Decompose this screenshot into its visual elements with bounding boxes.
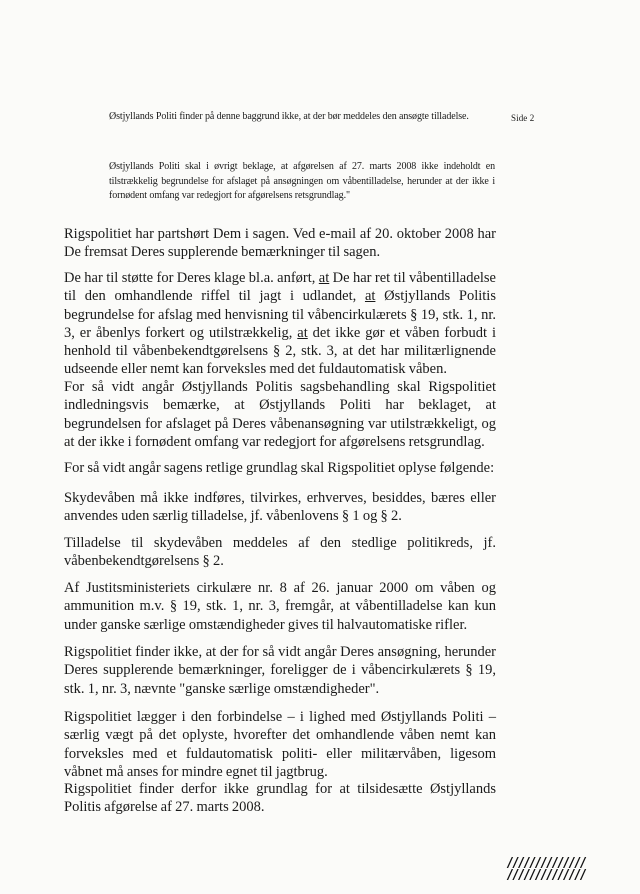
text-run: Østjyllands Politis begrundelse for afslag med henvisning til våbencirkulærets § 19, stk. 1, nr. 3, er åbenlys forkert og utilstrækkelig, bbox=[64, 288, 496, 341]
paragraph-case-handling: For så vidt angår Østjyllands Politis sagsbehandling skal Rigspolitiet indledningsvis bemærke, at Østjyllands Politi har beklaget, at begrundelsen for afslaget på Deres våbenansøgning var utilstrækkeligt, og at der ikke i fornødent omfang var redegjort for afgørelsens retsgrundlag. bbox=[64, 379, 496, 450]
paragraph-complaint-arguments bbox=[64, 269, 496, 379]
paragraph-assessment: Rigspolitiet finder ikke, at der for så vidt angår Deres ansøgning, herunder Deres supplerende bemærkninger, foreligger de i våbencirkulærets § 19, stk. 1, nr. 3, nævnte "ganske særlige omstændigheder". bbox=[64, 644, 496, 697]
paragraph-circular: Af Justitsministeriets cirkulære nr. 8 af 26. januar 2000 om våben og ammunition m.v. § 19, stk. 1, nr. 3, fremgår, at våbentilladelse kan kun under ganske særlige omstændigheder gives til halvautomatiske rifler. bbox=[64, 580, 496, 633]
text-run: det ikke gør et våben forbudt i henhold til våbenbekendtgørelsens § 2, stk. 3, at det har militærlignende udseende eller nemt kan forveksles med det fuldautomatisk våben. bbox=[64, 324, 496, 378]
text-run: De har ret til våbentilladelse til den omhandlende riffel til jagt i udlandet, bbox=[64, 270, 496, 305]
scan-marks-row: ////////////// bbox=[506, 868, 585, 883]
underlined-word: at bbox=[318, 270, 330, 286]
scan-marks-row: ////////////// bbox=[506, 856, 585, 871]
scan-marks bbox=[506, 858, 585, 882]
paragraph-permit-authority: Tilladelse til skydevåben meddeles af den stedlige politikreds, jf. våbenbekendtgørelsens § 2. bbox=[64, 535, 496, 570]
paragraph-conclusion: Rigspolitiet finder derfor ikke grundlag for at tilsidesætte Østjyllands Politis afgørelse af 27. marts 2008. bbox=[64, 781, 496, 816]
paragraph-legal-basis-intro: For så vidt angår sagens retlige grundlag skal Rigspolitiet oplyse følgende: bbox=[64, 460, 495, 476]
page-number-label: Side 2 bbox=[511, 113, 535, 123]
quoted-paragraph-2: Østjyllands Politi skal i øvrigt beklage, at afgørelsen af 27. marts 2008 ikke indeholdt en tilstrækkelig begrundelse for afslaget på ansøgningen om våbentilladelse, herunder at der ikke i fornødent omfang var redegjort for afgørelsens retsgrundlag." bbox=[109, 161, 495, 201]
paragraph-weapons-act: Skydevåben må ikke indføres, tilvirkes, erhverves, besiddes, bæres eller anvendes uden særlig tilladelse, jf. våbenlovens § 1 og § 2. bbox=[64, 490, 496, 525]
paragraph-hearing: Rigspolitiet har partshørt Dem i sagen. Ved e-mail af 20. oktober 2008 har De fremsat Deres supplerende bemærkninger til sagen. bbox=[64, 226, 496, 261]
underlined-word: at bbox=[297, 324, 308, 341]
paragraph-emphasis: Rigspolitiet lægger i den forbindelse – i lighed med Østjyllands Politi – særlig vægt på det oplyste, hvorefter det omhandlende våben nemt kan forveksles med et fuldautomatisk politi- eller militærvåben, ligesom våbnet må anses for mindre egnet til jagtbrug. bbox=[64, 709, 496, 780]
underlined-word: at bbox=[364, 288, 376, 305]
quoted-paragraph-1: Østjyllands Politi finder på denne baggrund ikke, at der bør meddeles den ansøgte tilladelse. bbox=[109, 111, 469, 122]
text-run: De har til støtte for Deres klage bl.a. anført, bbox=[64, 270, 319, 286]
